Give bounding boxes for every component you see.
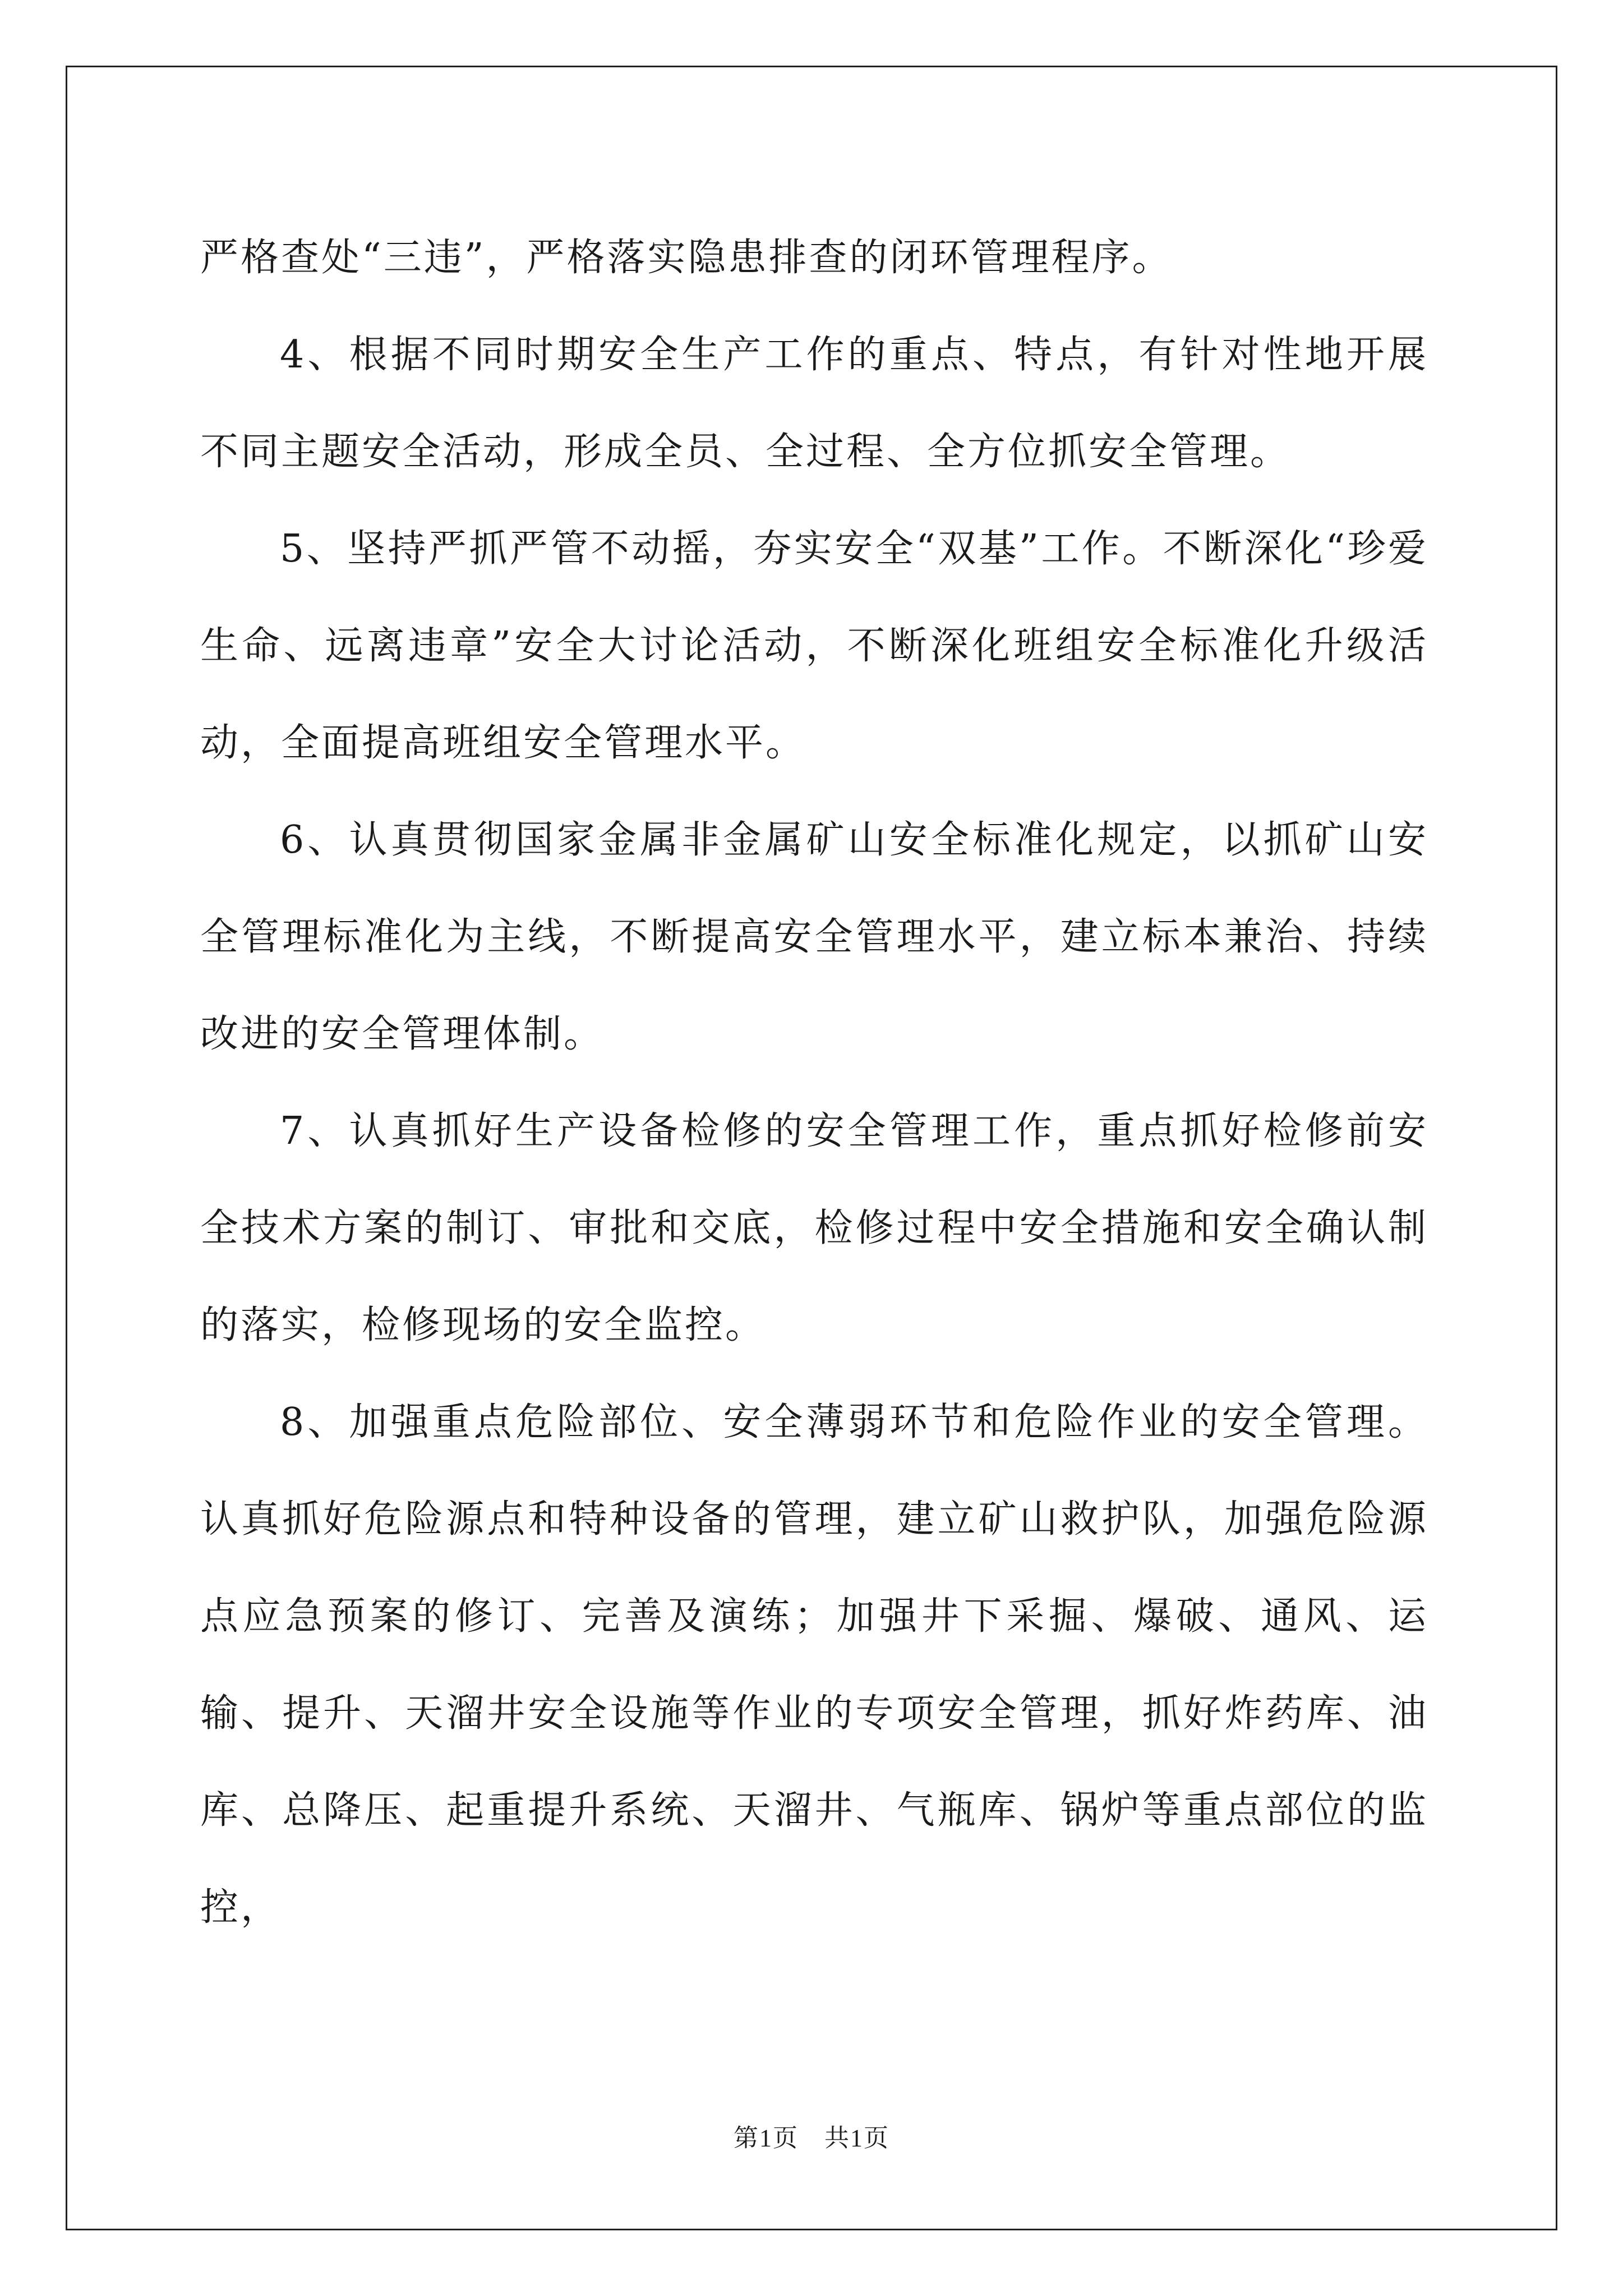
paragraph-continuation: 严格查处“三违”，严格落实隐患排查的闭环管理程序。 [200,236,1173,280]
document-body [200,209,1428,1956]
paragraph-item-5: 5、坚持严抓严管不动摇，夯实安全“双基”工作。不断深化“珍爱生命、远离违章”安全大讨论活动，不断深化班组安全标准化升级活动，全面提高班组安全管理水平。 [200,527,1428,765]
paragraph-item-4: 4、根据不同时期安全生产工作的重点、特点，有针对性地开展不同主题安全活动，形成全员、全过程、全方位抓安全管理。 [200,333,1428,474]
paragraph-item-8: 8、加强重点危险部位、安全薄弱环节和危险作业的安全管理。认真抓好危险源点和特种设备的管理，建立矿山救护队，加强危险源点应急预案的修订、完善及演练；加强井下采掘、爆破、通风、运输、提升、天溜井安全设施等作业的专项安全管理，抓好炸药库、油库、总降压、起重提升系统、天溜井、气瓶库、锅炉等重点部位的监控， [200,1400,1428,1930]
paragraph-item-7: 7、认真抓好生产设备检修的安全管理工作，重点抓好检修前安全技术方案的制订、审批和交底，检修过程中安全措施和安全确认制的落实，检修现场的安全监控。 [200,1109,1428,1347]
paragraph-item-6: 6、认真贯彻国家金属非金属矿山安全标准化规定，以抓矿山安全管理标准化为主线，不断提高安全管理水平，建立标本兼治、持续改进的安全管理体制。 [200,818,1428,1056]
page-number-footer: 第1页 共1页 [734,2124,889,2152]
